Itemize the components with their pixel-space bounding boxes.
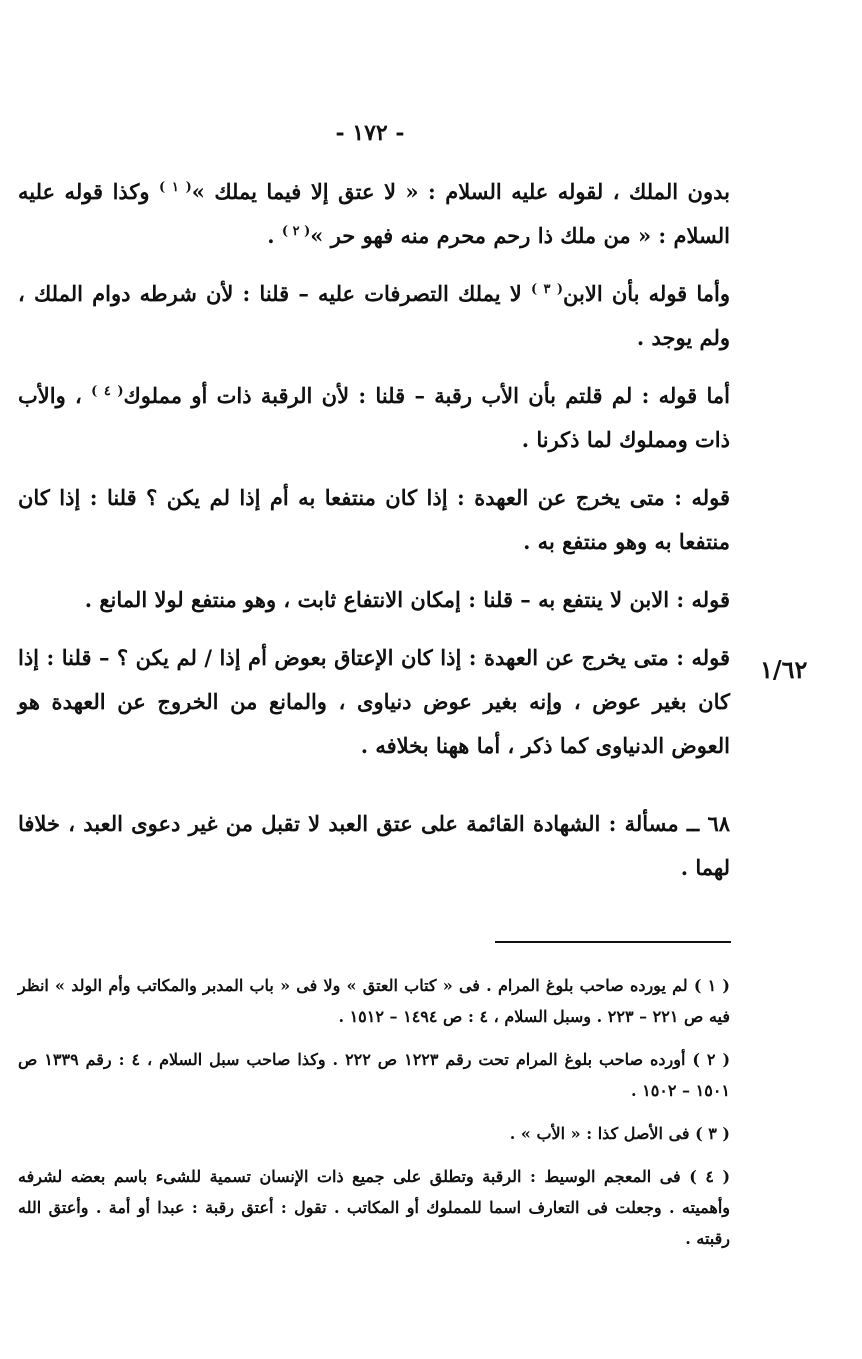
footnote-divider [495, 941, 731, 943]
margin-reference: ١/٦٢ [760, 655, 808, 684]
paragraph-text: وكذا قوله عليه السلام : « من ملك ذا رحم محرم منه فهو حر » [18, 179, 730, 248]
footnote-reference-4: ( ٤ ) [91, 384, 124, 399]
footnote-3: ( ٣ ) فى الأصل كذا : « الأب » . [509, 1124, 730, 1143]
paragraph-text: بدون الملك ، لقوله عليه السلام : « لا عتق إلا فيما يملك » [191, 179, 730, 204]
paragraph-1 [18, 170, 730, 258]
paragraph-text: . [267, 223, 282, 248]
paragraph-5: قوله : الابن لا ينتفع به – قلنا : إمكان الانتفاع ثابت ، وهو منتفع لولا المانع . [84, 587, 730, 612]
paragraph-text: وأما قوله بأن الابن [563, 281, 730, 306]
paragraph-3 [18, 374, 730, 462]
paragraph-text: أما قوله : لم قلتم بأن الأب رقبة – قلنا : لأن الرقبة ذات أو مملوك [123, 383, 730, 408]
footnote-reference-1: ( ١ ) [159, 180, 192, 195]
issue-label: مسألة [624, 811, 679, 836]
paragraph-7 [18, 802, 730, 890]
page-number: - ١٧٢ - [335, 120, 405, 146]
paragraph-4: قوله : متى يخرج عن العهدة : إذا كان منتفعا به أم إذا لم يكن ؟ قلنا : إذا كان منتفعا به وهو منتفع به . [18, 485, 730, 554]
footnote-1: ( ١ ) لم يورده صاحب بلوغ المرام . فى « كتاب العتق » ولا فى « باب المدبر والمكاتب وأم الولد » انظر فيه ص ٢٢١ – ٢٢٣ . وسبل السلام ، ٤ : ص ١٤٩٤ – ١٥١٢ . [18, 976, 730, 1026]
footnote-reference-3: ( ٣ ) [530, 282, 564, 297]
footnote-2: ( ٢ ) أورده صاحب بلوغ المرام تحت رقم ١٢٢٣ ص ٢٢٢ . وكذا صاحب سبل السلام ، ٤ : رقم ١٣٣٩ ص ١٥٠١ – ١٥٠٢ . [18, 1050, 731, 1100]
paragraph-text: ، والأب ذات ومملوك لما ذكرنا . [18, 383, 730, 452]
footnotes [18, 970, 730, 1266]
footnote-reference-2: ( ٢ ) [281, 224, 311, 239]
paragraph-text: : الشهادة القائمة على عتق العبد لا تقبل من غير دعوى العبد ، خلافا لهما . [18, 811, 730, 880]
main-text [18, 170, 730, 904]
paragraph-text: لا يملك التصرفات عليه – قلنا : لأن شرطه دوام الملك ، ولم يوجد . [18, 281, 730, 350]
paragraph-6: قوله : متى يخرج عن العهدة : إذا كان الإعتاق بعوض أم إذا / لم يكن ؟ – قلنا : إذا كان بغير عوض ، وإنه بغير عوض دنياوى ، والمانع من الخروج عن العهدة هو العوض الدنياوى كما ذكر ، أما ههنا بخلافه . [18, 645, 730, 758]
issue-number: ٦٨ ــ [686, 811, 731, 836]
footnote-4: ( ٤ ) فى المعجم الوسيط : الرقبة وتطلق على جميع ذات الإنسان تسمية للشىء باسم بعضه لشرفه وأهميته . وجعلت فى التعارف اسما للمملوك أو المكاتب . تقول : أعتق رقبة : عبدا أو أمة . وأعتق الله رقبته . [18, 1167, 731, 1248]
paragraph-2 [18, 272, 730, 360]
